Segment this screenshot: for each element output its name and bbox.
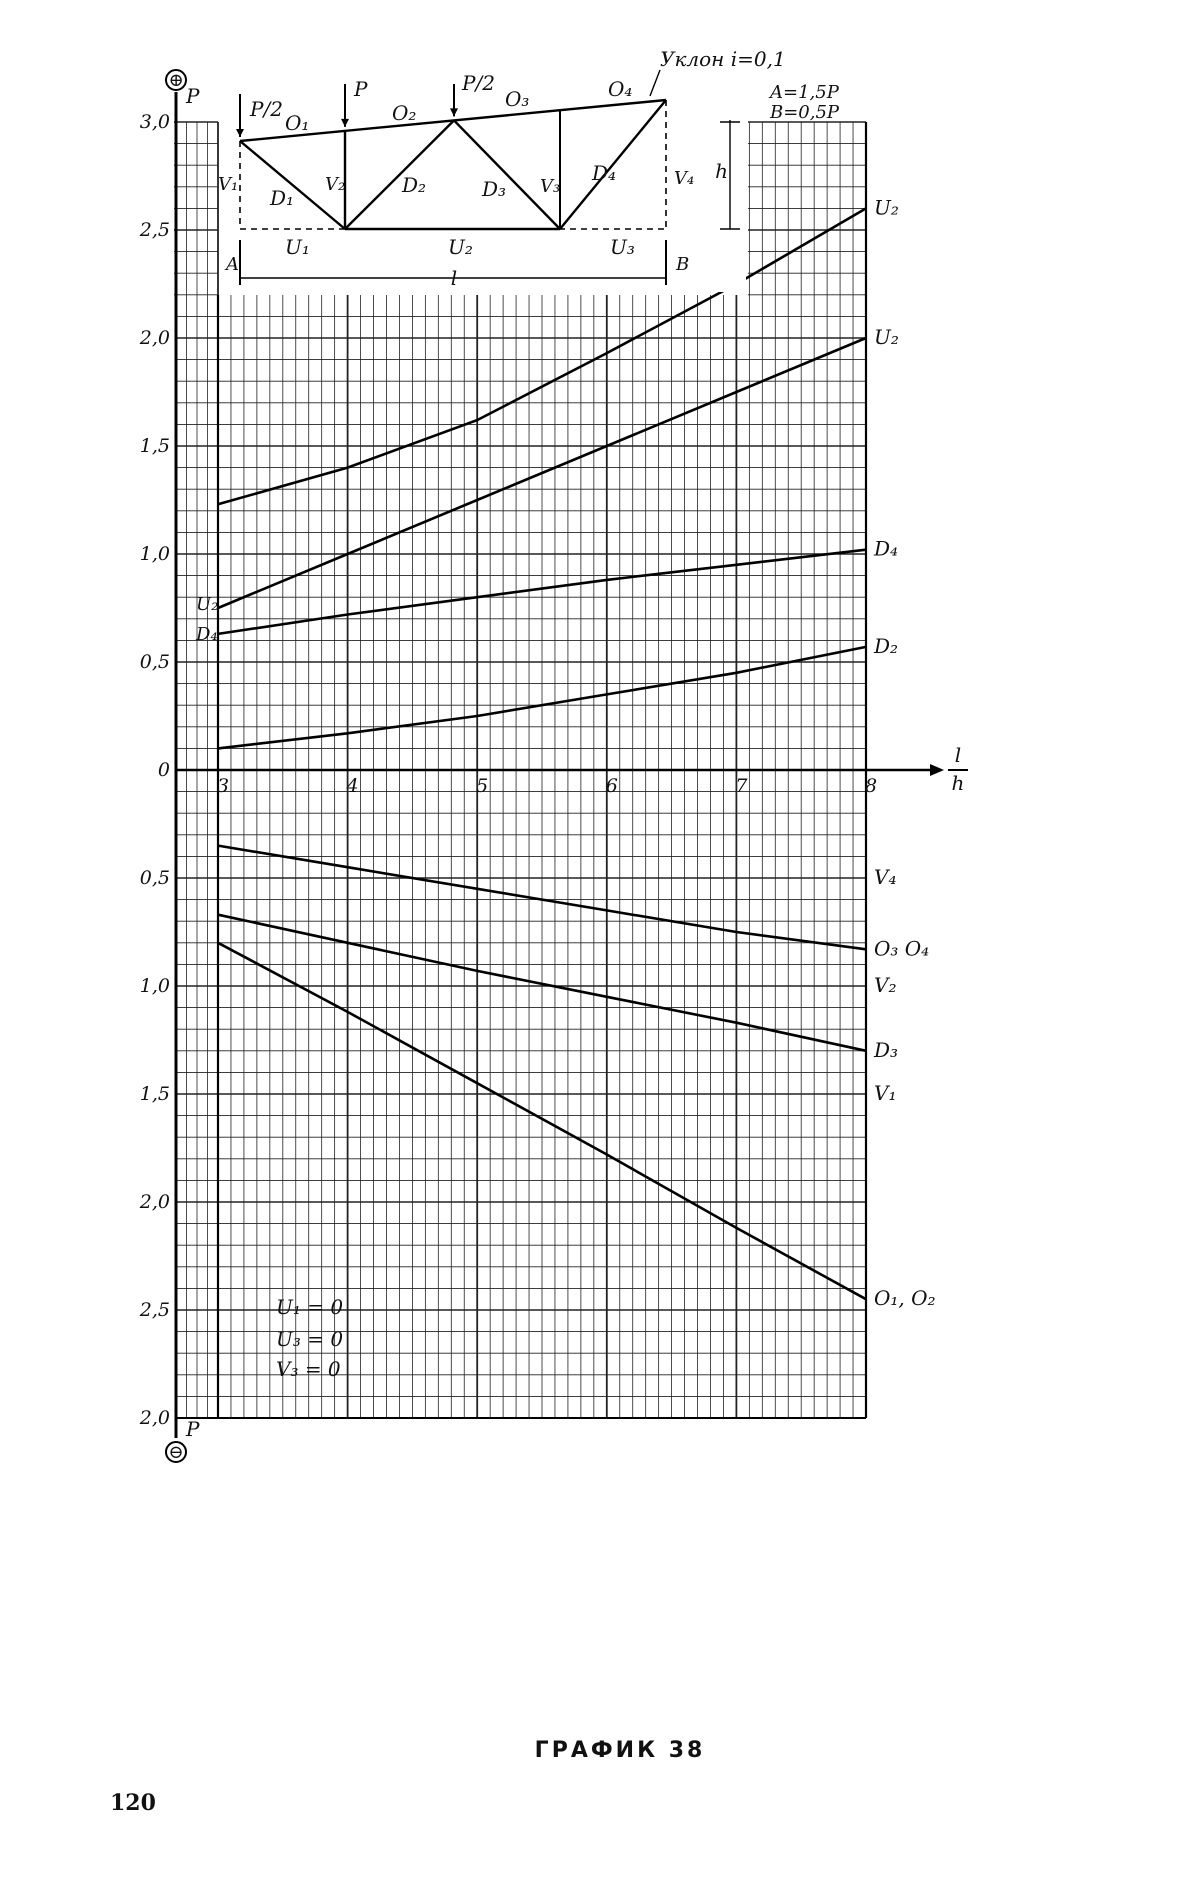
- support-b-label: B: [676, 254, 690, 275]
- minus-sign-icon: ⊖: [168, 1442, 184, 1463]
- vertical-label: V₄: [674, 168, 695, 189]
- y-tick-label: 0: [157, 759, 170, 781]
- vertical-label: V₁: [218, 174, 239, 195]
- y-tick-label: 1,5: [139, 435, 170, 457]
- y-tick-label: 2,0: [139, 1407, 170, 1429]
- y-tick-label: 2,0: [139, 327, 170, 349]
- x-axis-label-den: h: [951, 771, 965, 795]
- series-label: D₂: [874, 633, 899, 658]
- note-text: V₃ = 0: [276, 1357, 341, 1381]
- page-number: 120: [110, 1790, 156, 1816]
- top-chord-label: O₂: [392, 101, 417, 125]
- plus-sign-icon: ⊕: [168, 70, 184, 91]
- span-label: l: [450, 266, 458, 290]
- x-axis-label-num: l: [954, 743, 962, 767]
- truss-diagram: [218, 47, 840, 292]
- height-label: h: [715, 159, 728, 183]
- x-tick-label: 6: [605, 775, 618, 797]
- x-axis-arrow: [930, 764, 944, 776]
- bottom-chord-label: U₃: [610, 235, 635, 259]
- y-axis-label-bottom: P: [186, 1417, 200, 1441]
- x-tick-label: 5: [476, 775, 489, 797]
- support-a-label: A: [226, 254, 239, 275]
- slope-label: Уклон i=0,1: [660, 47, 786, 71]
- vertical-label: V₃: [540, 176, 561, 197]
- series-label: U₂: [874, 195, 899, 220]
- diagonal-label: D₄: [592, 161, 617, 185]
- y-tick-label: 2,5: [139, 219, 170, 241]
- series-label: D₃: [874, 1037, 899, 1062]
- series-label: V₁: [874, 1081, 897, 1105]
- y-tick-label: 1,0: [139, 975, 170, 997]
- vertical-label: V₂: [325, 174, 346, 195]
- y-axis-label-top: P: [186, 84, 200, 108]
- diagonal-label: D₁: [270, 186, 295, 210]
- note-text: U₃ = 0: [276, 1327, 344, 1351]
- y-tick-label: 3,0: [139, 111, 170, 133]
- series-label: U₂: [874, 325, 899, 349]
- y-tick-label: 2,0: [139, 1191, 170, 1213]
- load-label: P/2: [250, 97, 283, 121]
- top-chord-label: O₄: [608, 77, 633, 101]
- series-label: V₄: [874, 865, 897, 889]
- chart-caption: ГРАФИК 38: [534, 1738, 706, 1763]
- diagonal-label: D₂: [402, 173, 427, 197]
- reaction-label: A=1,5P: [770, 82, 839, 103]
- series-label: D₄: [874, 536, 899, 561]
- series-label: O₁, O₂: [874, 1286, 936, 1311]
- series-label: O₃ O₄: [874, 936, 930, 961]
- top-chord-label: O₁: [285, 111, 310, 135]
- y-tick-label: 1,0: [139, 543, 170, 565]
- reaction-label: B=0,5P: [770, 102, 840, 123]
- x-tick-label: 7: [735, 775, 748, 797]
- x-tick-label: 4: [346, 775, 359, 797]
- load-label: P/2: [462, 71, 495, 95]
- series-label-left: U₂: [196, 594, 219, 615]
- y-tick-label: 0,5: [139, 867, 170, 889]
- x-tick-label: 8: [864, 775, 878, 797]
- bottom-chord-label: U₂: [448, 235, 473, 259]
- bottom-chord-label: U₁: [285, 235, 310, 259]
- load-label: P: [354, 77, 368, 101]
- y-tick-label: 0,5: [139, 651, 170, 673]
- y-tick-label: 2,5: [139, 1299, 170, 1321]
- x-tick-label: 3: [216, 775, 230, 797]
- y-tick-label: 1,5: [139, 1083, 170, 1105]
- diagonal-label: D₃: [482, 177, 507, 201]
- note-text: U₁ = 0: [276, 1295, 344, 1319]
- series-label: V₂: [874, 973, 897, 997]
- series-label-left: D₄: [196, 623, 218, 645]
- top-chord-label: O₃: [505, 87, 530, 111]
